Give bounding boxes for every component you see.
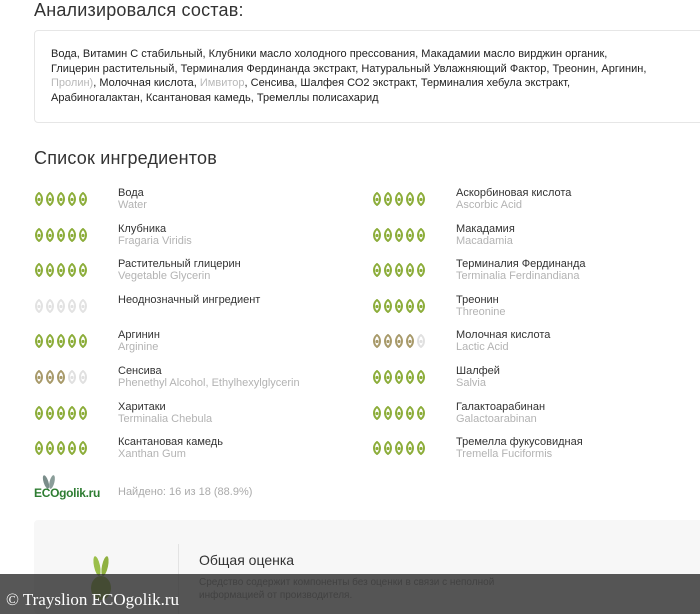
leaf-icon [383, 406, 393, 420]
leaf-icon [416, 370, 426, 384]
ingredient-item[interactable] [372, 187, 692, 217]
ingredient-rating [34, 299, 88, 313]
ingredient-rating [34, 406, 88, 420]
leaf-icon [372, 370, 382, 384]
ingredient-rating [34, 334, 88, 348]
ingredient-name[interactable]: Шалфей [456, 365, 500, 377]
leaf-icon [78, 370, 88, 384]
ingredient-item[interactable] [372, 223, 692, 253]
ingredient-name[interactable]: Молочная кислота [456, 329, 551, 342]
ingredient-latin-name: Xanthan Gum [118, 448, 186, 461]
leaf-icon [67, 334, 77, 348]
leaf-icon [416, 334, 426, 348]
separator: , [355, 62, 362, 75]
leaf-icon [45, 441, 55, 455]
leaf-icon [405, 334, 415, 348]
composition-item[interactable]: Натуральный Увлажняющий Фактор [361, 62, 547, 75]
ingredient-latin-name: Lactic Acid [456, 341, 509, 354]
leaf-icon [372, 334, 382, 348]
leaf-icon [34, 370, 44, 384]
ingredient-rating [372, 192, 426, 206]
leaf-icon [34, 263, 44, 277]
ingredient-name[interactable]: Вода [118, 187, 144, 199]
composition-item[interactable]: Витамин С стабильный [82, 48, 203, 60]
composition-box [34, 30, 700, 123]
ingredient-rating [372, 370, 426, 384]
separator: , [93, 77, 100, 90]
separator: , [202, 48, 209, 60]
leaf-icon [56, 299, 66, 313]
ingredient-item[interactable] [34, 294, 354, 324]
leaf-icon [34, 299, 44, 313]
separator: , [294, 77, 301, 90]
leaf-icon [45, 228, 55, 242]
leaf-icon [56, 370, 66, 384]
leaf-icon [383, 192, 393, 206]
leaf-icon [416, 228, 426, 242]
ingredient-name[interactable]: Аскорбиновая кислота [456, 187, 572, 199]
ingredient-name[interactable]: Харитаки [118, 400, 166, 413]
leaf-icon [56, 263, 66, 277]
leaf-icon [78, 192, 88, 206]
leaf-icon [372, 441, 382, 455]
composition-item[interactable]: Тремеллы полисахарид [256, 91, 379, 104]
leaf-icon [372, 192, 382, 206]
leaf-icon [67, 263, 77, 277]
ingredient-item[interactable] [34, 258, 354, 288]
leaf-icon [34, 192, 44, 206]
separator: , [415, 48, 422, 60]
ingredient-latin-name: Tremella Fuciformis [456, 448, 553, 461]
composition-item[interactable]: Клубники масло холодного прессования [208, 48, 416, 60]
composition-item[interactable]: Сенсива [250, 77, 295, 90]
ingredient-name[interactable]: Ксантановая камедь [118, 436, 223, 449]
leaf-icon [394, 228, 404, 242]
ingredient-item[interactable] [34, 223, 354, 253]
ingredient-rating [34, 228, 88, 242]
ecogolik-logo[interactable] [34, 474, 110, 508]
leaf-icon [78, 299, 88, 313]
leaf-icon [405, 192, 415, 206]
leaf-icon [56, 228, 66, 242]
ingredient-item[interactable] [372, 258, 692, 288]
leaf-icon [34, 441, 44, 455]
leaf-icon [78, 334, 88, 348]
leaf-icon [394, 192, 404, 206]
leaf-icon [383, 441, 393, 455]
ingredient-rating [372, 334, 426, 348]
leaf-icon [416, 299, 426, 313]
ingredient-name[interactable]: Клубника [118, 222, 167, 235]
ingredient-name[interactable]: Растительный глицерин [118, 258, 241, 271]
leaf-icon [416, 263, 426, 277]
ingredient-name[interactable]: Тремелла фукусовидная [456, 436, 583, 449]
leaf-icon [394, 441, 404, 455]
leaf-icon [394, 370, 404, 384]
leaf-icon [67, 406, 77, 420]
leaf-icon [416, 192, 426, 206]
leaf-icon [405, 406, 415, 420]
composition-line [51, 91, 697, 106]
leaf-icon [67, 192, 77, 206]
leaf-icon [383, 334, 393, 348]
composition-item[interactable]: Арабиногалактан [51, 91, 140, 104]
leaf-icon [67, 299, 77, 313]
ingredient-latin-name: Arginine [118, 341, 159, 354]
watermark-text: © Trayslion ECOgolik.ru [6, 590, 180, 609]
ingredient-latin-name: Macadamia [456, 234, 513, 247]
separator: , [604, 48, 608, 60]
leaf-icon [34, 228, 44, 242]
ingredient-name[interactable]: Аргинин [118, 329, 160, 342]
composition-item[interactable]: Пролин) [51, 77, 94, 90]
ingredient-item[interactable] [34, 436, 354, 466]
leaf-icon [372, 263, 382, 277]
leaf-icon [45, 263, 55, 277]
ingredient-latin-name: Terminalia Chebula [118, 412, 213, 425]
composition-line [51, 76, 697, 91]
leaf-icon [372, 299, 382, 313]
composition-item[interactable]: Треонин [552, 62, 596, 75]
found-count: Найдено: 16 из 18 (88.9%) [118, 486, 253, 498]
ingredient-name[interactable]: Треонин [456, 293, 499, 306]
separator: , [566, 77, 571, 90]
ingredient-latin-name: Fragaria Viridis [118, 234, 192, 247]
leaf-icon [405, 299, 415, 313]
composition-line [51, 47, 697, 62]
leaf-icon [383, 263, 393, 277]
leaf-icon [56, 334, 66, 348]
separator: , [174, 62, 181, 75]
ingredient-item[interactable] [372, 365, 692, 395]
leaf-icon [416, 441, 426, 455]
leaf-icon [405, 370, 415, 384]
leaf-icon [383, 370, 393, 384]
overall-title: Общая оценка [199, 552, 295, 568]
separator: , [76, 48, 83, 60]
ingredient-latin-name: Threonine [456, 305, 506, 318]
leaf-icon [34, 406, 44, 420]
composition-item[interactable]: Имвитор [199, 77, 245, 90]
leaf-icon [56, 192, 66, 206]
leaf-icon [45, 192, 55, 206]
ingredient-name[interactable]: Макадамия [456, 222, 515, 235]
leaf-icon [372, 228, 382, 242]
composition-item[interactable]: Глицерин растительный [51, 62, 175, 75]
leaf-icon [78, 263, 88, 277]
leaf-icon [78, 441, 88, 455]
ingredient-item[interactable] [34, 329, 354, 359]
separator: , [250, 91, 257, 104]
ingredient-latin-name: Vegetable Glycerin [118, 270, 211, 283]
leaf-icon [383, 299, 393, 313]
separator: , [244, 77, 251, 90]
leaf-icon [416, 406, 426, 420]
ingredient-rating [34, 441, 88, 455]
ingredient-name[interactable]: Неоднозначный ингредиент [118, 293, 261, 306]
summary-row [34, 474, 334, 508]
leaf-icon [56, 441, 66, 455]
ingredient-name[interactable]: Терминалия Фердинанда [456, 258, 586, 271]
leaf-icon [394, 406, 404, 420]
ingredient-latin-name: Galactoarabinan [456, 412, 537, 425]
leaf-icon [372, 406, 382, 420]
leaf-icon [405, 228, 415, 242]
leaf-icon [405, 263, 415, 277]
ingredient-latin-name: Phenethyl Alcohol, Ethylhexylglycerin [118, 377, 300, 389]
ingredient-rating [34, 192, 88, 206]
leaf-icon [45, 334, 55, 348]
ingredient-latin-name: Ascorbic Acid [456, 199, 523, 211]
leaf-icon [45, 406, 55, 420]
composition-item[interactable]: Ксантановая камедь [145, 91, 251, 104]
ingredient-rating [372, 299, 426, 313]
ingredient-item[interactable] [34, 187, 354, 217]
leaf-icon [394, 334, 404, 348]
ingredient-latin-name: Salvia [456, 377, 486, 389]
separator: , [139, 91, 146, 104]
composition-item[interactable]: Молочная кислота [99, 77, 194, 90]
logo-text: ECOgolik.ru [34, 486, 101, 500]
leaf-icon [45, 370, 55, 384]
ingredient-rating [34, 370, 88, 384]
ingredient-item[interactable] [372, 401, 692, 431]
composition-item[interactable]: Вода [51, 48, 77, 60]
composition-item[interactable]: Терминалия хебула экстракт [420, 77, 567, 90]
leaf-icon [405, 441, 415, 455]
leaf-icon [67, 441, 77, 455]
leaf-icon [78, 406, 88, 420]
separator: , [414, 77, 421, 90]
separator: , [193, 77, 200, 90]
ingredient-item[interactable] [372, 436, 692, 466]
ingredient-item[interactable] [372, 294, 692, 324]
leaf-icon [78, 228, 88, 242]
composition-item[interactable]: Аргинин [601, 62, 644, 75]
leaf-icon [67, 228, 77, 242]
ingredient-item[interactable] [372, 329, 692, 359]
composition-item[interactable]: Шалфея СО2 экстракт [300, 77, 415, 90]
composition-item[interactable]: Терминалия Фердинанда экстракт [180, 62, 356, 75]
analyzed-composition-heading: Анализировался состав: [34, 0, 244, 20]
composition-item[interactable]: Макадамии масло вирджин органик [421, 48, 605, 60]
composition-line [51, 62, 697, 77]
ingredient-latin-name: Terminalia Ferdinandiana [456, 270, 580, 283]
ingredients-list-heading: Список ингредиентов [34, 148, 218, 168]
ingredient-latin-name: Water [118, 199, 147, 211]
leaf-icon [67, 370, 77, 384]
separator: , [643, 62, 647, 75]
ingredient-item[interactable] [34, 365, 354, 395]
leaf-icon [394, 299, 404, 313]
leaf-icon [394, 263, 404, 277]
separator: , [595, 62, 602, 75]
leaf-icon [45, 299, 55, 313]
ingredient-rating [372, 263, 426, 277]
ingredient-name[interactable]: Сенсива [118, 365, 162, 377]
leaf-icon [56, 406, 66, 420]
leaf-icon [383, 228, 393, 242]
ingredient-rating [372, 441, 426, 455]
separator: , [546, 62, 553, 75]
leaf-icon [34, 334, 44, 348]
ingredient-rating [372, 406, 426, 420]
ingredient-rating [372, 228, 426, 242]
ingredient-rating [34, 263, 88, 277]
ingredient-item[interactable] [34, 401, 354, 431]
ingredient-name[interactable]: Галактоарабинан [456, 400, 546, 413]
